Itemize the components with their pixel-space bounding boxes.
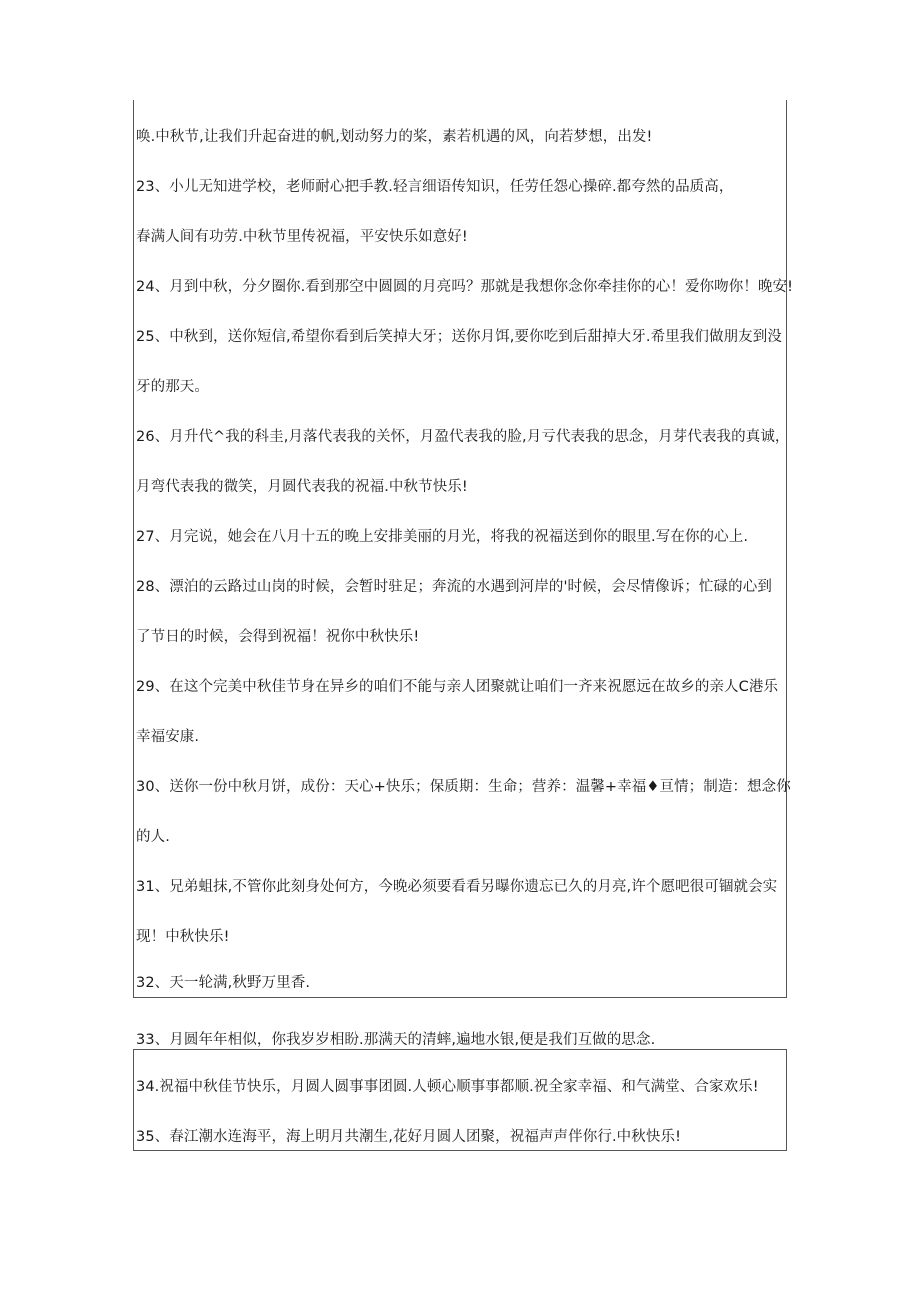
- text-line: 34.祝福中秋佳节快乐，月圆人圆事事团圆.人顿心顺事事都顺.祝全家幸福、和气满堂、合家欢乐!: [136, 1079, 759, 1095]
- text-line: 28、漂泊的云路过山岗的时候，会暂时驻足；奔流的水遇到河岸的'时候，会尽情像诉；忙碌的心到: [136, 579, 772, 595]
- text-line: 30、送你一份中秋月饼，成份：天心+快乐；保质期：生命；营养：温馨+幸福♦亘情；制造：想念你: [136, 779, 791, 795]
- text-line: 月弯代表我的微笑，月圆代表我的祝福.中秋节快乐!: [136, 479, 468, 495]
- text-line: 29、在这个完美中秋佳节身在异乡的咱们不能与亲人团聚就让咱们一齐来祝愿远在故乡的亲人C港乐: [136, 679, 779, 695]
- text-line: 23、小儿无知进学校，老师耐心把手教.轻言细语传知识，任劳任怨心操碎.都夸然的品质高，: [136, 179, 734, 195]
- text-line: 的人.: [136, 829, 170, 845]
- text-line: 牙的那天。: [136, 379, 209, 395]
- text-line: 现！中秋快乐!: [136, 929, 230, 945]
- text-line: 35、春江潮水连海平，海上明月共潮生,花好月圆人团聚，祝福声声伴你行.中秋快乐!: [136, 1129, 681, 1145]
- text-line: 25、中秋到，送你短信,希望你看到后笑掉大牙；送你月饵,要你吃到后甜掉大牙.希里我们做朋友到没: [136, 329, 782, 345]
- text-line: 26、月升代^我的科圭,月落代表我的关怀，月盈代表我的脸,月亏代表我的思念，月芽代表我的真诚，: [136, 429, 790, 445]
- text-line: 32、天一轮满,秋野万里香.: [136, 975, 311, 991]
- text-line: 24、月到中秋，分夕圈你.看到那空中圆圆的月亮吗？那就是我想你念你牵挂你的心！爱你吻你！晚安!: [136, 279, 794, 295]
- text-line: 幸福安康.: [136, 729, 200, 745]
- text-line: 33、月圆年年相似，你我岁岁相盼.那满天的清蟀,遍地水银,便是我们互做的思念.: [136, 1032, 656, 1048]
- text-line: 27、月完说，她会在八月十五的晚上安排美丽的月光，将我的祝福送到你的眼里.写在你的心上.: [136, 529, 749, 545]
- text-line: 春满人间有功劳.中秋节里传祝福，平安快乐如意好!: [136, 229, 468, 245]
- text-line: 唤.中秋节,让我们升起奋进的帆,划动努力的桨，素若机遇的风，向若梦想，出发!: [136, 129, 653, 145]
- text-line: 了节日的时候，会得到祝福！祝你中秋快乐!: [136, 629, 420, 645]
- text-line: 31、兄弟蛆抹,不管你此刻身处何方，今晚必须要看看另曝你遗忘已久的月亮,许个愿吧很可锢就会实: [136, 879, 778, 895]
